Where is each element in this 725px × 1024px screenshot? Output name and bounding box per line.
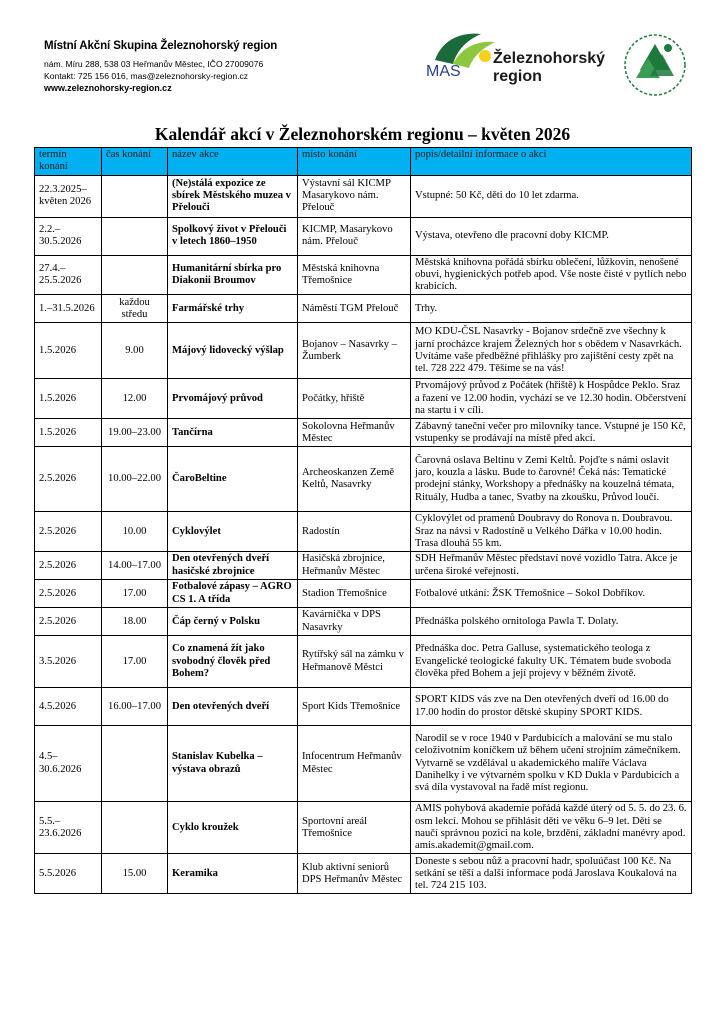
table-row: [35, 802, 692, 854]
event-description: Trhy.: [411, 295, 692, 323]
event-date: 1.5.2026: [35, 323, 102, 379]
events-table: [34, 147, 692, 894]
event-description: Cyklovýlet od pramenů Doubravy do Ronova n. Doubravou. Sraz na návsi v Radostíně u Velkého Dářka v 10.00 hodin. Trasa dlouhá 55 km.: [411, 512, 692, 552]
event-date: 2.5.2026: [35, 580, 102, 608]
table-row: [35, 636, 692, 688]
regional-product-badge-icon: [622, 32, 688, 98]
event-place: Sportovní areál Třemošnice: [298, 802, 411, 854]
column-header-description: popis/detailní informace o akci: [411, 148, 692, 176]
mas-logo: [423, 30, 606, 92]
event-time: [102, 726, 168, 802]
event-date: 2.5.2026: [35, 447, 102, 512]
event-name: ČaroBeltine: [168, 447, 298, 512]
event-name: Májový lidovecký výšlap: [168, 323, 298, 379]
table-row: [35, 295, 692, 323]
event-name: Den otevřených dveří hasičské zbrojnice: [168, 552, 298, 580]
event-time: 16.00–17.00: [102, 688, 168, 726]
event-place: Stadion Třemošnice: [298, 580, 411, 608]
event-time: [102, 175, 168, 217]
event-name: Čáp černý v Polsku: [168, 608, 298, 636]
event-place: Archeoskanzen Země Keltů, Nasavrky: [298, 447, 411, 512]
mas-logo-prefix: MAS: [426, 63, 461, 80]
event-time: 19.00–23.00: [102, 419, 168, 447]
event-description: Přednáška doc. Petra Galluse, systematického teologa z Evangelické teologické fakulty UK. Tématem bude svoboda člověka před Bohem a její projevy v běžném životě.: [411, 636, 692, 688]
event-time: 14.00–17.00: [102, 552, 168, 580]
event-place: KICMP, Masarykovo nám. Přelouč: [298, 217, 411, 255]
event-description: Vstupné: 50 Kč, děti do 10 let zdarma.: [411, 175, 692, 217]
event-place: Sokolovna Heřmanův Městec: [298, 419, 411, 447]
organization-name: Místní Akční Skupina Železnohorský region: [44, 40, 278, 52]
event-time: 10.00–22.00: [102, 447, 168, 512]
event-place: Klub aktivní seniorů DPS Heřmanův Městec: [298, 854, 411, 894]
organization-contact: Kontakt: 725 156 016, mas@zeleznohorsky-region.cz: [44, 71, 249, 81]
event-name: Farmářské trhy: [168, 295, 298, 323]
table-row: [35, 608, 692, 636]
table-row: [35, 217, 692, 255]
column-header-place: místo konání: [298, 148, 411, 176]
event-time: 18.00: [102, 608, 168, 636]
table-row: [35, 379, 692, 419]
column-header-name: název akce: [168, 148, 298, 176]
table-row: [35, 552, 692, 580]
event-name: Tančírna: [168, 419, 298, 447]
organization-website[interactable]: www.zeleznohorsky-region.cz: [44, 83, 172, 93]
event-place: Bojanov – Nasavrky – Žumberk: [298, 323, 411, 379]
table-row: [35, 688, 692, 726]
event-date: 2.5.2026: [35, 512, 102, 552]
event-name: Den otevřených dveří: [168, 688, 298, 726]
event-time: 17.00: [102, 580, 168, 608]
column-header-time: čas konání: [102, 148, 168, 176]
event-date: 1.5.2026: [35, 379, 102, 419]
column-header-date: termín konání: [35, 148, 102, 176]
event-description: Doneste s sebou nůž a pracovní hadr, spoluúčast 100 Kč. Na setkání se těší a další informace podá Jaroslava Koukalová na tel. 724 215 103.: [411, 854, 692, 894]
event-name: Humanitární sbírka pro Diakonii Broumov: [168, 255, 298, 295]
table-row: [35, 580, 692, 608]
event-description: Zábavný taneční večer pro milovníky tance. Vstupné je 150 Kč, vstupenky se prodávají na místě před akcí.: [411, 419, 692, 447]
event-time: 9.00: [102, 323, 168, 379]
event-time: [102, 255, 168, 295]
event-name: Cyklo kroužek: [168, 802, 298, 854]
event-place: Městská knihovna Třemošnice: [298, 255, 411, 295]
event-description: Fotbalové utkání: ŽSK Třemošnice – Sokol Dobříkov.: [411, 580, 692, 608]
table-header-row: [35, 148, 692, 176]
event-date: 22.3.2025–květen 2026: [35, 175, 102, 217]
event-place: Infocentrum Heřmanův Městec: [298, 726, 411, 802]
event-description: Přednáška polského ornitologa Pawla T. Dolaty.: [411, 608, 692, 636]
event-description: Čarovná oslava Beltinu v Zemi Keltů. Pojďte s námi oslavit jaro, kouzla a lásku. Bude to čarovné! Čeká nás: Tematické prodejní stánky, Workshopy a přednášky na kouzelná témata, Rituály, Hudba a tanec, Svatby na zkoušku, Průvod loučí.: [411, 447, 692, 512]
event-name: Co znamená žít jako svobodný člověk před Bohem?: [168, 636, 298, 688]
event-time: 17.00: [102, 636, 168, 688]
table-row: [35, 512, 692, 552]
regional-product-badge: [622, 32, 688, 98]
event-place: Počátky, hřiště: [298, 379, 411, 419]
event-description: Městská knihovna pořádá sbírku oblečení, lůžkovin, nenošené obuvi, hygienických potřeb apod. Vše noste čisté v pytlích nebo krabicích.: [411, 255, 692, 295]
event-description: Prvomájový průvod z Počátek (hřiště) k Hospůdce Peklo. Sraz a řazení ve 12.00 hodin, vychází se ve 12.30 hodin. Občerstvení na startu i v cíli.: [411, 379, 692, 419]
event-date: 1.–31.5.2026: [35, 295, 102, 323]
event-description: AMIS pohybová akademie pořádá každé úterý od 5. 5. do 23. 6. osm lekcí. Mohou se přihlásit děti ve věku 6–9 let. Děti se naučí správnou pozici na kole, brzdění, základní manévry apod. amis.akademit@gmail.com.: [411, 802, 692, 854]
event-name: Prvomájový průvod: [168, 379, 298, 419]
event-date: 27.4.–25.5.2026: [35, 255, 102, 295]
event-time: 10.00: [102, 512, 168, 552]
event-date: 1.5.2026: [35, 419, 102, 447]
table-row: [35, 447, 692, 512]
table-row: [35, 726, 692, 802]
event-description: SDH Heřmanův Městec představí nové vozidlo Tatra. Akce je určena široké veřejnosti.: [411, 552, 692, 580]
event-time: 12.00: [102, 379, 168, 419]
table-row: [35, 419, 692, 447]
table-row: [35, 854, 692, 894]
event-date: 5.5.2026: [35, 854, 102, 894]
event-date: 2.5.2026: [35, 552, 102, 580]
event-time: [102, 217, 168, 255]
event-time: [102, 802, 168, 854]
table-row: [35, 175, 692, 217]
event-name: (Ne)stálá expozice ze sbírek Městského muzea v Přelouči: [168, 175, 298, 217]
event-date: 5.5.–23.6.2026: [35, 802, 102, 854]
organization-address: nám. Míru 288, 538 03 Heřmanův Městec, IČO 27009076: [44, 59, 264, 69]
event-name: Stanislav Kubelka – výstava obrazů: [168, 726, 298, 802]
table-row: [35, 323, 692, 379]
event-place: Výstavní sál KICMP Masarykovo nám. Přelouč: [298, 175, 411, 217]
event-name: Cyklovýlet: [168, 512, 298, 552]
event-time: každou středu: [102, 295, 168, 323]
event-date: 2.5.2026: [35, 608, 102, 636]
mas-logo-name-line1: Železnohorský: [493, 50, 606, 67]
event-place: Sport Kids Třemošnice: [298, 688, 411, 726]
page-title: Kalendář akcí v Železnohorském regionu – květen 2026: [154, 124, 571, 144]
event-place: Rytířský sál na zámku v Heřmanově Městci: [298, 636, 411, 688]
event-name: Spolkový život v Přelouči v letech 1860–1950: [168, 217, 298, 255]
event-place: Radostín: [298, 512, 411, 552]
event-date: 3.5.2026: [35, 636, 102, 688]
event-place: Hasičská zbrojnice, Heřmanův Městec: [298, 552, 411, 580]
event-description: MO KDU-ČSL Nasavrky - Bojanov srdečně zve všechny k jarní procházce krajem Železných hor s obědem v Nasavrkách. Uvítáme vaše předběžné přihlášky pro zajištění cesty zpět na tel. 728 222 479. Těšíme se na vás!: [411, 323, 692, 379]
mas-logo-name-line2: region: [493, 68, 542, 85]
event-place: Kavárnička v DPS Nasavrky: [298, 608, 411, 636]
event-name: Fotbalové zápasy – AGRO CS 1. A třída: [168, 580, 298, 608]
event-description: Výstava, otevřeno dle pracovní doby KICMP.: [411, 217, 692, 255]
event-place: Náměstí TGM Přelouč: [298, 295, 411, 323]
event-description: SPORT KIDS vás zve na Den otevřených dveří od 16.00 do 17.00 hodin do prostor dětské skupiny SPORT KIDS.: [411, 688, 692, 726]
event-date: 4.5.2026: [35, 688, 102, 726]
event-time: 15.00: [102, 854, 168, 894]
table-row: [35, 255, 692, 295]
event-date: 4.5–30.6.2026: [35, 726, 102, 802]
organization-header: [44, 40, 277, 94]
event-name: Keramika: [168, 854, 298, 894]
event-description: Narodil se v roce 1940 v Pardubicích a malování se mu stalo celoživotním koníčkem už během učení strojním zámečníkem. Vytvarně se vzdělával u akademického malíře Václava Danihelky i ve výtvarném spolku v KD Dukla v Pardubicích a svá díla vystavoval na řadě míst regionu.: [411, 726, 692, 802]
event-date: 2.2.–30.5.2026: [35, 217, 102, 255]
